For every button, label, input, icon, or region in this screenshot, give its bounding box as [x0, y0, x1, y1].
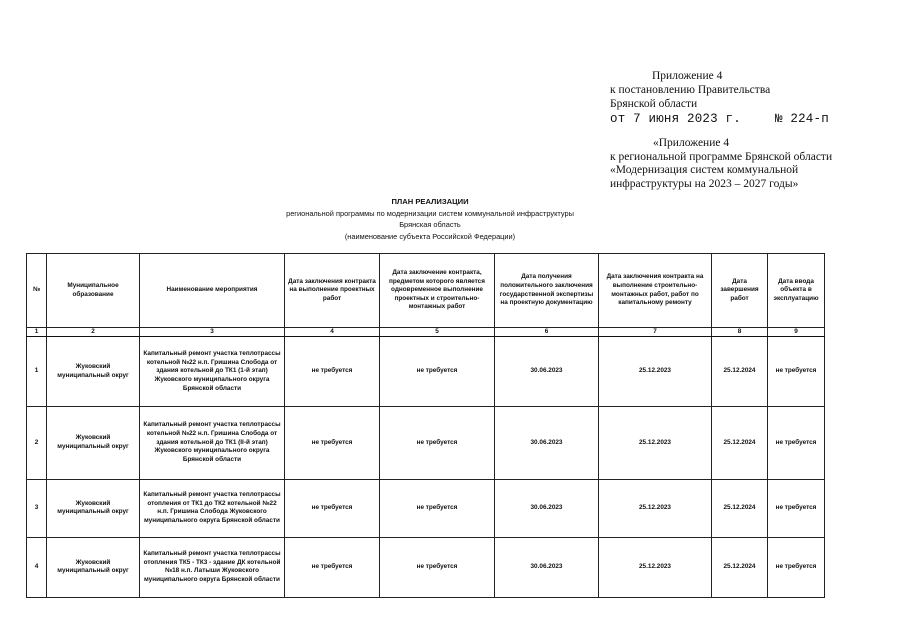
- table-row: [27, 537, 825, 597]
- column-number: 7: [599, 328, 712, 337]
- completion-date-cell: 25.12.2024: [712, 537, 768, 597]
- program-appendix-line: инфраструктуры на 2023 – 2027 годы»: [610, 177, 799, 190]
- table-row: [27, 479, 825, 537]
- municipality-cell: Жуковский муниципальный округ: [47, 479, 140, 537]
- construction-contract-cell: 25.12.2023: [599, 337, 712, 407]
- plan-title: ПЛАН РЕАЛИЗАЦИИ: [391, 197, 469, 206]
- combined-contract-cell: не требуется: [380, 407, 495, 479]
- resolution-date: от 7 июня 2023 г.: [610, 112, 741, 126]
- plan-subtitle: региональной программы по модернизации систем коммунальной инфраструктуры: [286, 208, 574, 218]
- program-appendix-line: «Модернизация систем коммунальной: [610, 164, 799, 176]
- plan-region-caption: (наименование субъекта Российской Федерации): [344, 231, 516, 241]
- municipality-cell: Жуковский муниципальный округ: [47, 407, 140, 479]
- row-number: 3: [27, 479, 47, 537]
- combined-contract-cell: не требуется: [380, 479, 495, 537]
- plan-header: [240, 196, 620, 242]
- completion-date-cell: 25.12.2024: [712, 479, 768, 537]
- header-construction-contract: Дата заключения контракта на выполнение строительно-монтажных работ, работ по капитальному ремонту: [599, 254, 712, 328]
- resolution-appendix-line: Брянской области: [610, 98, 698, 110]
- header-event: Наименование мероприятия: [140, 254, 285, 328]
- resolution-appendix-line: к постановлению Правительства: [610, 84, 771, 96]
- design-contract-cell: не требуется: [285, 479, 380, 537]
- combined-contract-cell: не требуется: [380, 337, 495, 407]
- column-number: 3: [140, 328, 285, 337]
- table-row: [27, 407, 825, 479]
- expertise-date-cell: 30.06.2023: [495, 479, 599, 537]
- table-header-row: [27, 254, 825, 328]
- column-number-row: [27, 328, 825, 337]
- commissioning-cell: не требуется: [768, 407, 825, 479]
- column-number: 5: [380, 328, 495, 337]
- header-number: №: [27, 254, 47, 328]
- program-appendix-line: к региональной программе Брянской области: [610, 150, 833, 163]
- event-cell: Капитальный ремонт участка теплотрассы отопления от ТК1 до ТК2 котельной №22 н.п. Гришина Слобода Жуковского муниципального округа Брянской области: [140, 479, 285, 537]
- resolution-appendix-block: [610, 69, 829, 126]
- expertise-date-cell: 30.06.2023: [495, 407, 599, 479]
- table-row: [27, 337, 825, 407]
- column-number: 9: [768, 328, 825, 337]
- design-contract-cell: не требуется: [285, 407, 380, 479]
- design-contract-cell: не требуется: [285, 337, 380, 407]
- header-municipality: Муниципальное образование: [47, 254, 140, 328]
- resolution-number: № 224-п: [775, 112, 829, 126]
- completion-date-cell: 25.12.2024: [712, 337, 768, 407]
- row-number: 4: [27, 537, 47, 597]
- header-design-contract: Дата заключения контракта на выполнение проектных работ: [285, 254, 380, 328]
- expertise-date-cell: 30.06.2023: [495, 337, 599, 407]
- completion-date-cell: 25.12.2024: [712, 407, 768, 479]
- column-number: 6: [495, 328, 599, 337]
- column-number: 1: [27, 328, 47, 337]
- column-number: 2: [47, 328, 140, 337]
- row-number: 2: [27, 407, 47, 479]
- header-expertise-date: Дата получения положительного заключения государственной экспертизы на проектную документацию: [495, 254, 599, 328]
- plan-region: Брянская область: [399, 220, 461, 229]
- commissioning-cell: не требуется: [768, 537, 825, 597]
- construction-contract-cell: 25.12.2023: [599, 479, 712, 537]
- construction-contract-cell: 25.12.2023: [599, 407, 712, 479]
- expertise-date-cell: 30.06.2023: [495, 537, 599, 597]
- combined-contract-cell: не требуется: [380, 537, 495, 597]
- header-commissioning: Дата ввода объекта в эксплуатацию: [768, 254, 825, 328]
- municipality-cell: Жуковский муниципальный округ: [47, 537, 140, 597]
- column-number: 8: [712, 328, 768, 337]
- column-number: 4: [285, 328, 380, 337]
- row-number: 1: [27, 337, 47, 407]
- municipality-cell: Жуковский муниципальный округ: [47, 337, 140, 407]
- construction-contract-cell: 25.12.2023: [599, 537, 712, 597]
- program-appendix-title: «Приложение 4: [653, 137, 730, 149]
- resolution-appendix-title: Приложение 4: [652, 70, 723, 82]
- event-cell: Капитальный ремонт участка теплотрассы котельной №22 н.п. Гришина Слобода от здания котельной до ТК1 (II-й этап) Жуковского муниципального округа Брянской области: [140, 407, 285, 479]
- header-combined-contract: Дата заключение контракта, предметом которого является одновременное выполнение проектных и строительно-монтажных работ: [380, 254, 495, 328]
- implementation-plan-table: [26, 253, 825, 598]
- design-contract-cell: не требуется: [285, 537, 380, 597]
- header-completion-date: Дата завершения работ: [712, 254, 768, 328]
- resolution-date-line: [610, 112, 829, 126]
- event-cell: Капитальный ремонт участка теплотрассы котельной №22 н.п. Гришина Слобода от здания котельной до ТК1 (1-й этап) Жуковского муниципального округа Брянской области: [140, 337, 285, 407]
- program-appendix-block: [610, 137, 832, 191]
- event-cell: Капитальный ремонт участка теплотрассы отопления ТК5 - ТК3 - здание ДК котельной №18 н.п. Латыши Жуковского муниципального округа Брянской области: [140, 537, 285, 597]
- commissioning-cell: не требуется: [768, 479, 825, 537]
- commissioning-cell: не требуется: [768, 337, 825, 407]
